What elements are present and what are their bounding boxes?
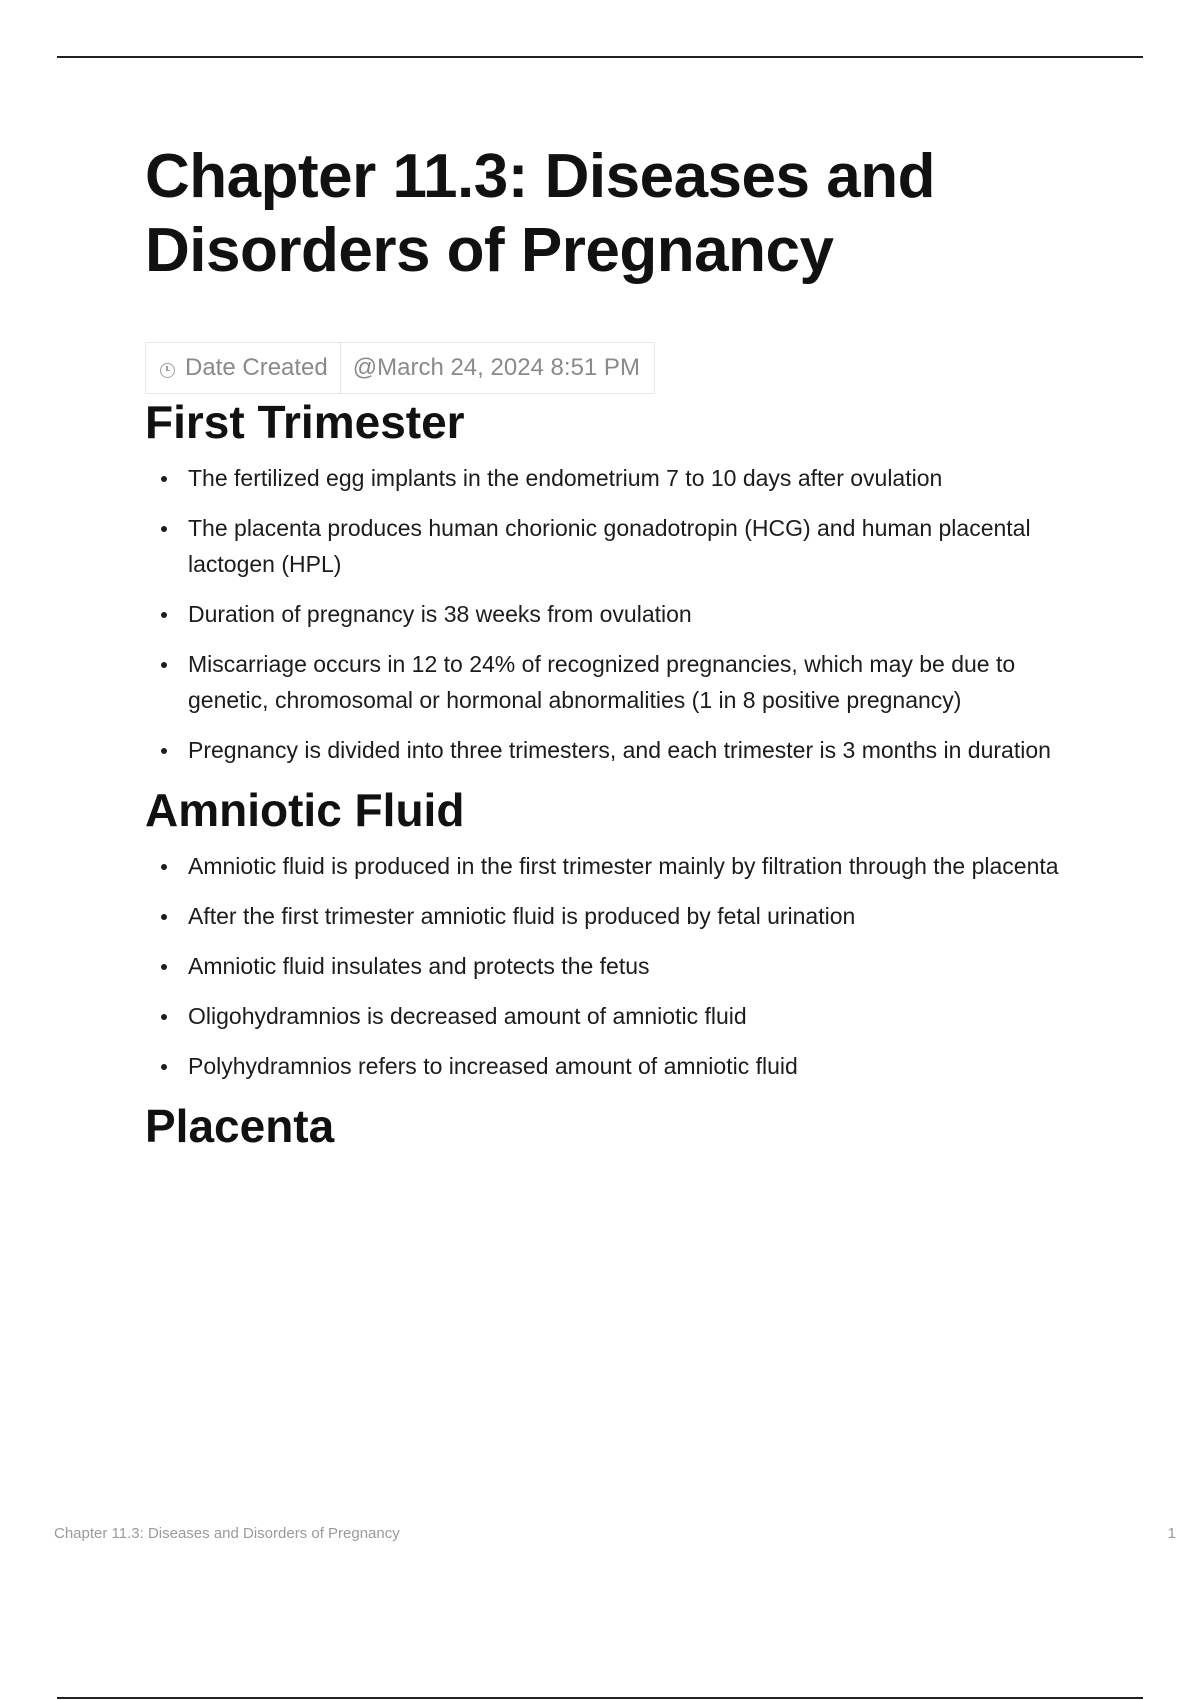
list-item: Miscarriage occurs in 12 to 24% of recognized pregnancies, which may be due to genetic, chromosomal or hormonal abnormalities (1 in 8 positive pregnancy): [145, 646, 1085, 718]
list-item: The fertilized egg implants in the endometrium 7 to 10 days after ovulation: [145, 460, 1085, 496]
first-trimester-list: [145, 460, 1085, 768]
properties-table: [145, 342, 655, 394]
list-item: Pregnancy is divided into three trimesters, and each trimester is 3 months in duration: [145, 732, 1085, 768]
list-item: After the first trimester amniotic fluid is produced by fetal urination: [145, 898, 1085, 934]
bottom-divider: [57, 1697, 1143, 1699]
section-heading-first-trimester: First Trimester: [145, 396, 465, 448]
property-name-cell: [146, 343, 341, 393]
list-item: Oligohydramnios is decreased amount of amniotic fluid: [145, 998, 1085, 1034]
list-item: Amniotic fluid insulates and protects the fetus: [145, 948, 1085, 984]
date-created-value: @March 24, 2024 8:51 PM: [352, 354, 640, 381]
list-item: Duration of pregnancy is 38 weeks from ovulation: [145, 596, 1085, 632]
page-title: Chapter 11.3: Diseases and Disorders of Pregnancy: [145, 142, 935, 285]
date-created-label: Date Created: [185, 354, 328, 381]
list-item: Amniotic fluid is produced in the first trimester mainly by filtration through the placenta: [145, 848, 1085, 884]
page-number: 1: [1167, 1525, 1176, 1542]
top-divider: [57, 56, 1143, 58]
list-item: The placenta produces human chorionic gonadotropin (HCG) and human placental lactogen (HPL): [145, 510, 1085, 582]
section-heading-amniotic-fluid: Amniotic Fluid: [145, 784, 465, 836]
page-content: [145, 140, 1085, 1154]
amniotic-fluid-list: [145, 848, 1085, 1084]
footer-title: Chapter 11.3: Diseases and Disorders of Pregnancy: [54, 1525, 400, 1542]
clock-icon: [160, 363, 175, 378]
section-heading-placenta: Placenta: [145, 1100, 335, 1152]
list-item: Polyhydramnios refers to increased amount of amniotic fluid: [145, 1048, 1085, 1084]
